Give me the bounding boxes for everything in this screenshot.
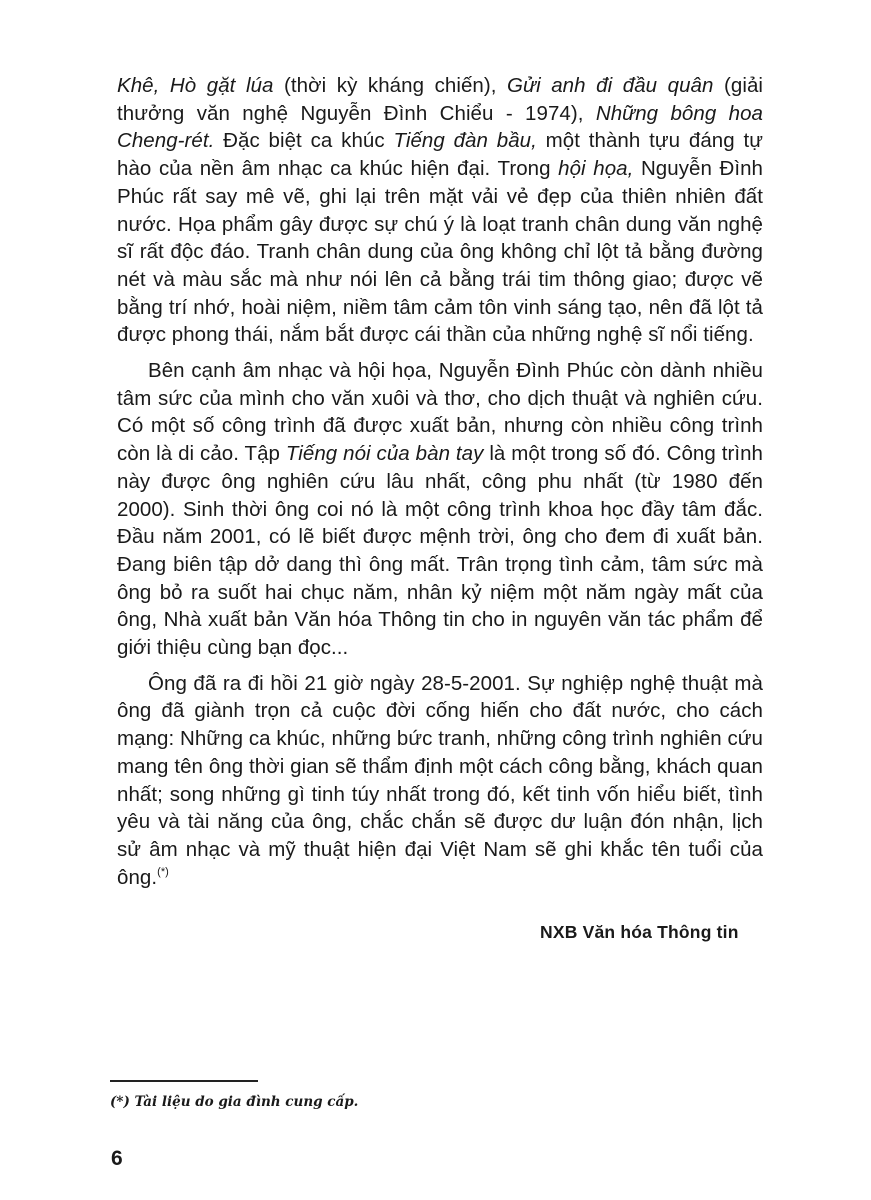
text-run: là một trong số đó. Công trình này được ông nghiên cứu lâu nhất, công phu nhất (từ 1980 đến 2000). Sinh thời ông coi nó là một công trình khoa học đầy tâm đắc. Đầu năm 2001, có lẽ biết được mệnh trời, ông cho đem đi xuất bản. Đang biên tập dở dang thì ông mất. Trân trọng tình cảm, tâm sức mà ông bỏ ra suốt hai chục năm, nhân kỷ niệm một năm ngày mất của ông, Nhà xuất bản Văn hóa Thông tin cho in nguyên văn tác phẩm để giới thiệu cùng bạn đọc... bbox=[117, 442, 763, 660]
text-run: (giải thưởng văn nghệ Nguyễn Đình Chiểu - 1974), bbox=[117, 74, 764, 125]
italic-title: Những bông hoa Cheng-rét. bbox=[117, 101, 763, 153]
text-run: Ông đã ra đi hồi 21 giờ ngày 28-5-2001. Sự nghiệp nghệ thuật mà ông đã giành trọn cả cuộc đời cống hiến cho đất nước, cho cách mạng: Những ca khúc, những bức tranh, những công trình nghiên cứu mang tên ông thời gian sẽ thẩm định một cách công bằng, khách quan nhất; song những gì tinh túy nhất trong đó, kết tinh vốn hiểu biết, tình yêu và tài năng của ông, chắc chắn sẽ được dư luận đón nhận, lịch sử âm nhạc và mỹ thuật hiện đại Việt Nam sẽ ghi khắc tên tuổi của ông. bbox=[117, 671, 763, 889]
body-text bbox=[117, 72, 763, 891]
page-number: 6 bbox=[111, 1147, 123, 1170]
paragraph-3 bbox=[117, 670, 763, 892]
footnote-divider bbox=[110, 1080, 258, 1082]
italic-title: hội họa, bbox=[558, 157, 634, 181]
text-run: Đặc biệt ca khúc bbox=[214, 129, 394, 153]
italic-title: Khê, Hò gặt lúa bbox=[117, 74, 274, 97]
paragraph-1 bbox=[117, 72, 763, 349]
text-run: Bên cạnh âm nhạc và hội họa, Nguyễn Đình Phúc còn dành nhiều tâm sức của mình cho văn xuôi và thơ, cho dịch thuật và nghiên cứu. Có một số công trình đã được xuất bản, nhưng còn nhiều công trình còn là di cảo. Tập bbox=[117, 359, 763, 466]
publisher-signature: NXB Văn hóa Thông tin bbox=[540, 922, 739, 942]
italic-title: Gửi anh đi đầu quân bbox=[507, 74, 714, 97]
italic-title: Tiếng nói của bàn tay bbox=[285, 442, 484, 466]
footnote: (*) Tài liệu do gia đình cung cấp. bbox=[110, 1094, 359, 1110]
text-run: (thời kỳ kháng chiến), bbox=[273, 74, 508, 97]
paragraph-2 bbox=[117, 357, 763, 662]
italic-title: Tiếng đàn bầu, bbox=[393, 129, 537, 153]
footnote-marker: (*) bbox=[157, 865, 169, 878]
text-run: một thành tựu đáng tự hào của nền âm nhạc ca khúc hiện đại. Trong bbox=[117, 129, 764, 181]
text-run: Nguyễn Đình Phúc rất say mê vẽ, ghi lại trên mặt vải vẻ đẹp của thiên nhiên đất nước. Họa phẩm gây được sự chú ý là loạt tranh chân dung văn nghệ sĩ rất độc đáo. Tranh chân dung của ông không chỉ lột tả bằng đường nét và màu sắc mà như nói lên cả bằng trái tim thông giao; được vẽ bằng trí nhớ, hoài niệm, niềm tâm cảm tôn vinh sáng tạo, nên đã lột tả được phong thái, nắm bắt được cái thần của những nghệ sĩ nổi tiếng. bbox=[117, 157, 763, 347]
